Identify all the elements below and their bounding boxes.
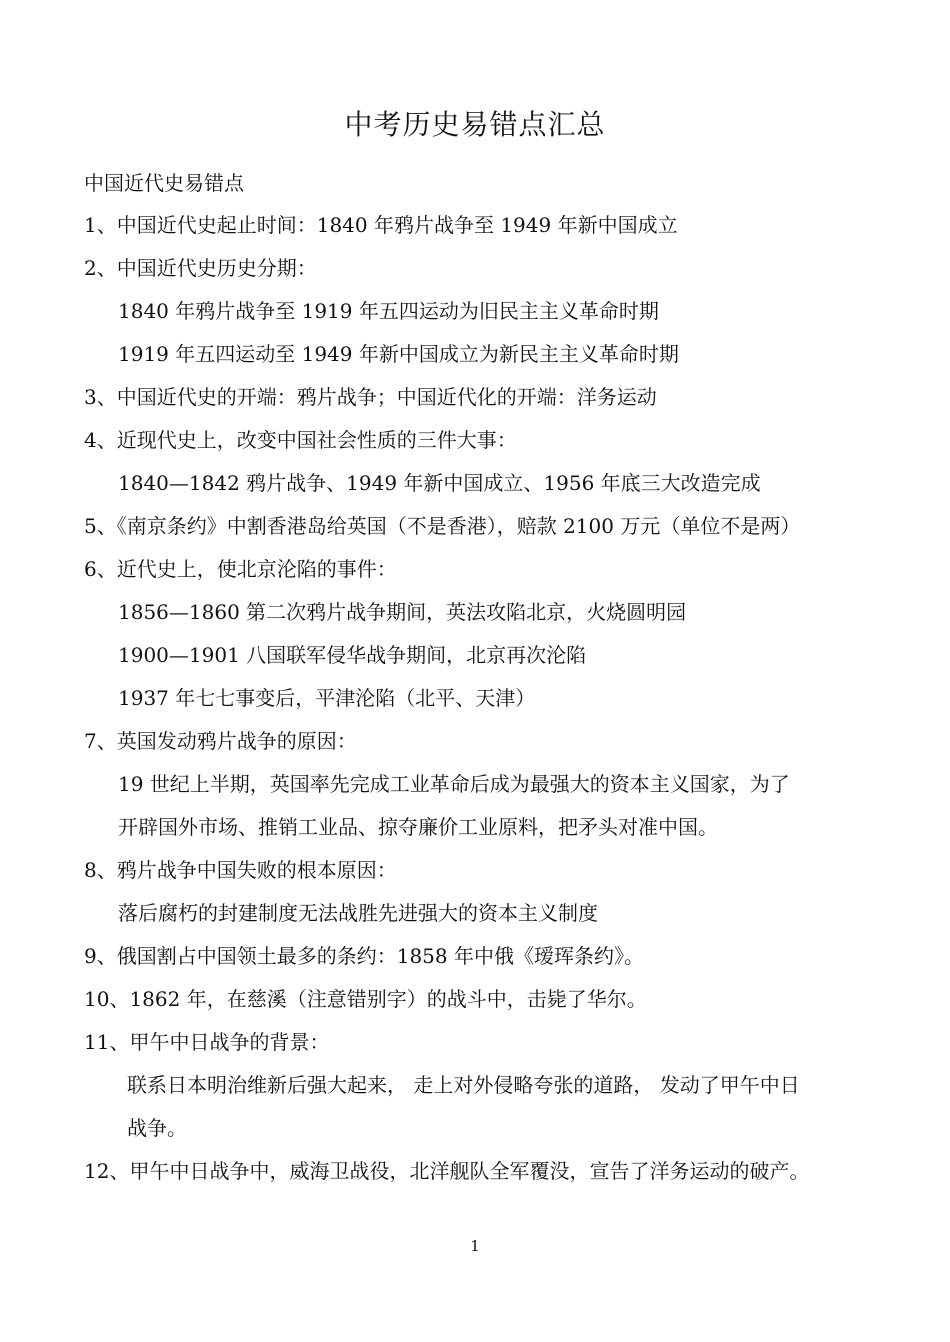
list-item: 7、英国发动鸦片战争的原因： xyxy=(84,729,357,753)
list-item-detail: 开辟国外市场、推销工业品、掠夺廉价工业原料，把矛头对准中国。 xyxy=(118,815,718,839)
list-item-detail: 战争。 xyxy=(127,1116,187,1140)
list-item-detail: 1900—1901 八国联军侵华战争期间，北京再次沦陷 xyxy=(118,643,587,667)
list-item: 6、近代史上，使北京沦陷的事件： xyxy=(84,557,397,581)
list-item-detail: 1937 年七七事变后，平津沦陷（北平、天津） xyxy=(118,686,536,710)
section-heading: 中国近代史易错点 xyxy=(84,171,244,195)
list-item-detail: 1919 年五四运动至 1949 年新中国成立为新民主主义革命时期 xyxy=(118,342,679,366)
list-item: 3、中国近代史的开端：鸦片战争；中国近代化的开端：洋务运动 xyxy=(84,385,657,409)
page-title: 中考历史易错点汇总 xyxy=(344,108,606,141)
list-item: 4、近现代史上，改变中国社会性质的三件大事： xyxy=(84,428,517,452)
list-item-detail: 1840 年鸦片战争至 1919 年五四运动为旧民主主义革命时期 xyxy=(118,299,659,323)
list-item: 5、《南京条约》中割香港岛给英国（不是香港），赔款 2100 万元（单位不是两） xyxy=(84,514,801,538)
list-item-detail: 1856—1860 第二次鸦片战争期间，英法攻陷北京，火烧圆明园 xyxy=(118,600,687,624)
list-item: 11、甲午中日战争的背景： xyxy=(84,1030,330,1054)
list-item-detail: 19 世纪上半期，英国率先完成工业革命后成为最强大的资本主义国家，为了 xyxy=(118,772,790,796)
list-item: 8、鸦片战争中国失败的根本原因： xyxy=(84,858,397,882)
list-item: 9、俄国割占中国领土最多的条约：1858 年中俄《瑷珲条约》。 xyxy=(84,944,644,968)
list-item-detail: 1840—1842 鸦片战争、1949 年新中国成立、1956 年底三大改造完成 xyxy=(118,471,761,495)
list-item: 1、中国近代史起止时间：1840 年鸦片战争至 1949 年新中国成立 xyxy=(84,213,678,237)
list-item: 10、1862 年，在慈溪（注意错别字）的战斗中，击毙了华尔。 xyxy=(84,987,647,1011)
list-item-detail: 落后腐朽的封建制度无法战胜先进强大的资本主义制度 xyxy=(118,901,598,925)
list-item: 12、甲午中日战争中，威海卫战役，北洋舰队全军覆没，宣告了洋务运动的破产。 xyxy=(84,1159,810,1183)
list-item: 2、中国近代史历史分期： xyxy=(84,256,317,280)
page-number: 1 xyxy=(470,1237,480,1255)
list-item-detail: 联系日本明治维新后强大起来， 走上对外侵略夸张的道路， 发动了甲午中日 xyxy=(127,1073,800,1097)
